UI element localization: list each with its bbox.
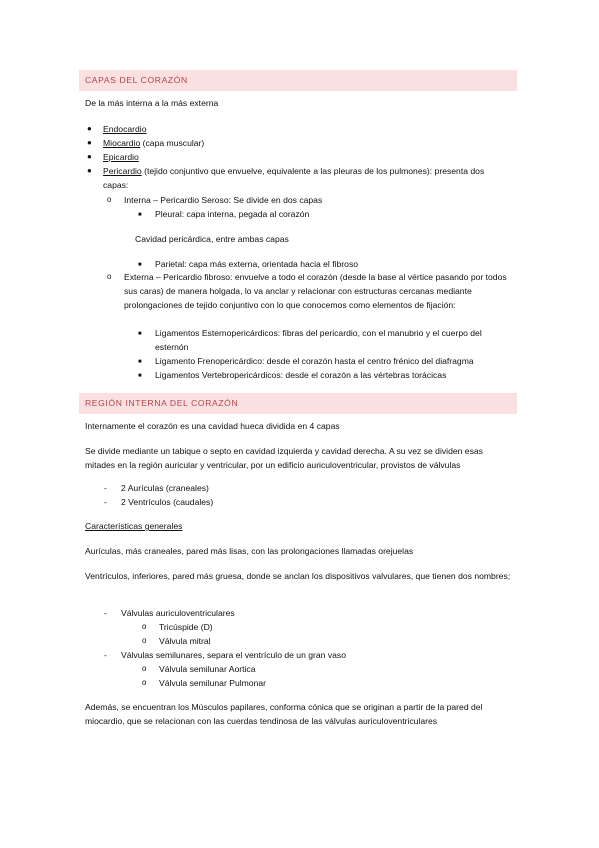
valve-item: Válvula mitral — [159, 636, 211, 646]
ligamento-item: Ligamentos Vertebropericárdicos: desde el corazón a las vértebras torácicas — [155, 370, 447, 380]
circle-bullet-icon: o — [142, 678, 147, 687]
paragraph: Internamente el corazón es una cavidad hueca dividida en 4 capas — [85, 421, 340, 431]
square-bullet-icon: ■ — [138, 212, 142, 218]
dash-bullet-icon: - — [104, 497, 107, 507]
cavity-item: 2 Aurículas (craneales) — [121, 483, 209, 493]
circle-bullet-icon: o — [142, 622, 147, 631]
ligamento-item: Ligamentos Esternopericárdicos: fibras del pericardio, con el manubrio y el cuerpo del esternón — [155, 328, 482, 352]
layer-item — [103, 150, 139, 164]
square-bullet-icon: ■ — [138, 359, 142, 365]
circle-bullet-icon: o — [142, 636, 147, 645]
circle-bullet-icon: o — [107, 195, 112, 204]
cavity-item: 2 Ventrículos (caudales) — [121, 497, 214, 507]
layer-item — [103, 136, 204, 150]
valve-item: Tricúspide (D) — [159, 622, 213, 632]
circle-bullet-icon: o — [107, 272, 112, 281]
bullet-icon: ● — [87, 138, 92, 147]
pleural-item: Pleural: capa interna, pegada al corazón — [155, 209, 310, 219]
layer-desc: (capa muscular) — [140, 138, 205, 148]
ligamento-item: Ligamento Frenopericárdico: desde el corazón hasta el centro frénico del diafragma — [155, 356, 474, 366]
intro-text: De la más interna a la más externa — [85, 98, 219, 108]
layer-name: Epicardio — [103, 152, 139, 162]
dash-bullet-icon: - — [104, 608, 107, 618]
valve-item: Válvula semilunar Pulmonar — [159, 678, 266, 688]
square-bullet-icon: ■ — [138, 331, 142, 337]
paragraph: Además, se encuentran los Músculos papilares, conforma cónica que se originan a partir de la pared del miocardio, que se relacionan con las cuerdas tendinosa de las válvulas auriculoventriculares — [85, 702, 483, 726]
section-header-capas: CAPAS DEL CORAZÓN — [79, 70, 517, 91]
bullet-icon: ● — [87, 166, 92, 175]
layer-name: Endocardio — [103, 124, 147, 134]
layer-name: Pericardio — [103, 166, 142, 176]
subheading: Características generales — [85, 521, 183, 531]
dash-bullet-icon: - — [104, 483, 107, 493]
layer-name: Miocardio — [103, 138, 141, 148]
parietal-item: Parietal: capa más externa, orientada hacia el fibroso — [155, 259, 359, 269]
valve-item: Válvula semilunar Aortica — [159, 664, 256, 674]
layer-desc: (tejido conjuntivo que envuelve, equivalente a las pleuras de los pulmones): presenta dos capas: — [103, 166, 485, 190]
circle-bullet-icon: o — [142, 664, 147, 673]
layer-item — [103, 164, 503, 192]
dash-bullet-icon: - — [104, 650, 107, 660]
square-bullet-icon: ■ — [138, 262, 142, 268]
bullet-icon: ● — [87, 152, 92, 161]
paragraph: Se divide mediante un tabique o septo en cavidad izquierda y cavidad derecha. A su vez se dividen esas mitades en la región auricular y ventricular, por un edificio auriculoventricular, provistos de válvulas — [85, 446, 483, 470]
valve-group: Válvulas auriculoventriculares — [121, 608, 235, 618]
section-header-region: REGIÓN INTERNA DEL CORAZÓN — [79, 393, 517, 414]
externa-item: Externa – Pericardio fibroso: envuelve a todo el corazón (desde la base al vértice pasando por todos sus caras) de manera holgada, lo va anclar y relacionar con estructuras cercanas mediante prolongaciones de tejido conjuntivo con lo que conocemos como elementos de fijación: — [124, 272, 507, 310]
paragraph: Aurículas, más craneales, pared más lisas, con las prolongaciones llamadas orejuelas — [85, 546, 414, 556]
bullet-icon: ● — [87, 124, 92, 133]
layer-item — [103, 122, 146, 136]
cavidad-text: Cavidad pericárdica, entre ambas capas — [135, 234, 289, 244]
paragraph: Ventrículos, inferiores, pared más gruesa, donde se anclan los dispositivos valvulares, que tienen dos nombres; — [85, 571, 511, 581]
valve-group: Válvulas semilunares, separa el ventrículo de un gran vaso — [121, 650, 346, 660]
interna-item: Interna – Pericardio Seroso: Se divide en dos capas — [124, 195, 323, 205]
square-bullet-icon: ■ — [138, 373, 142, 379]
